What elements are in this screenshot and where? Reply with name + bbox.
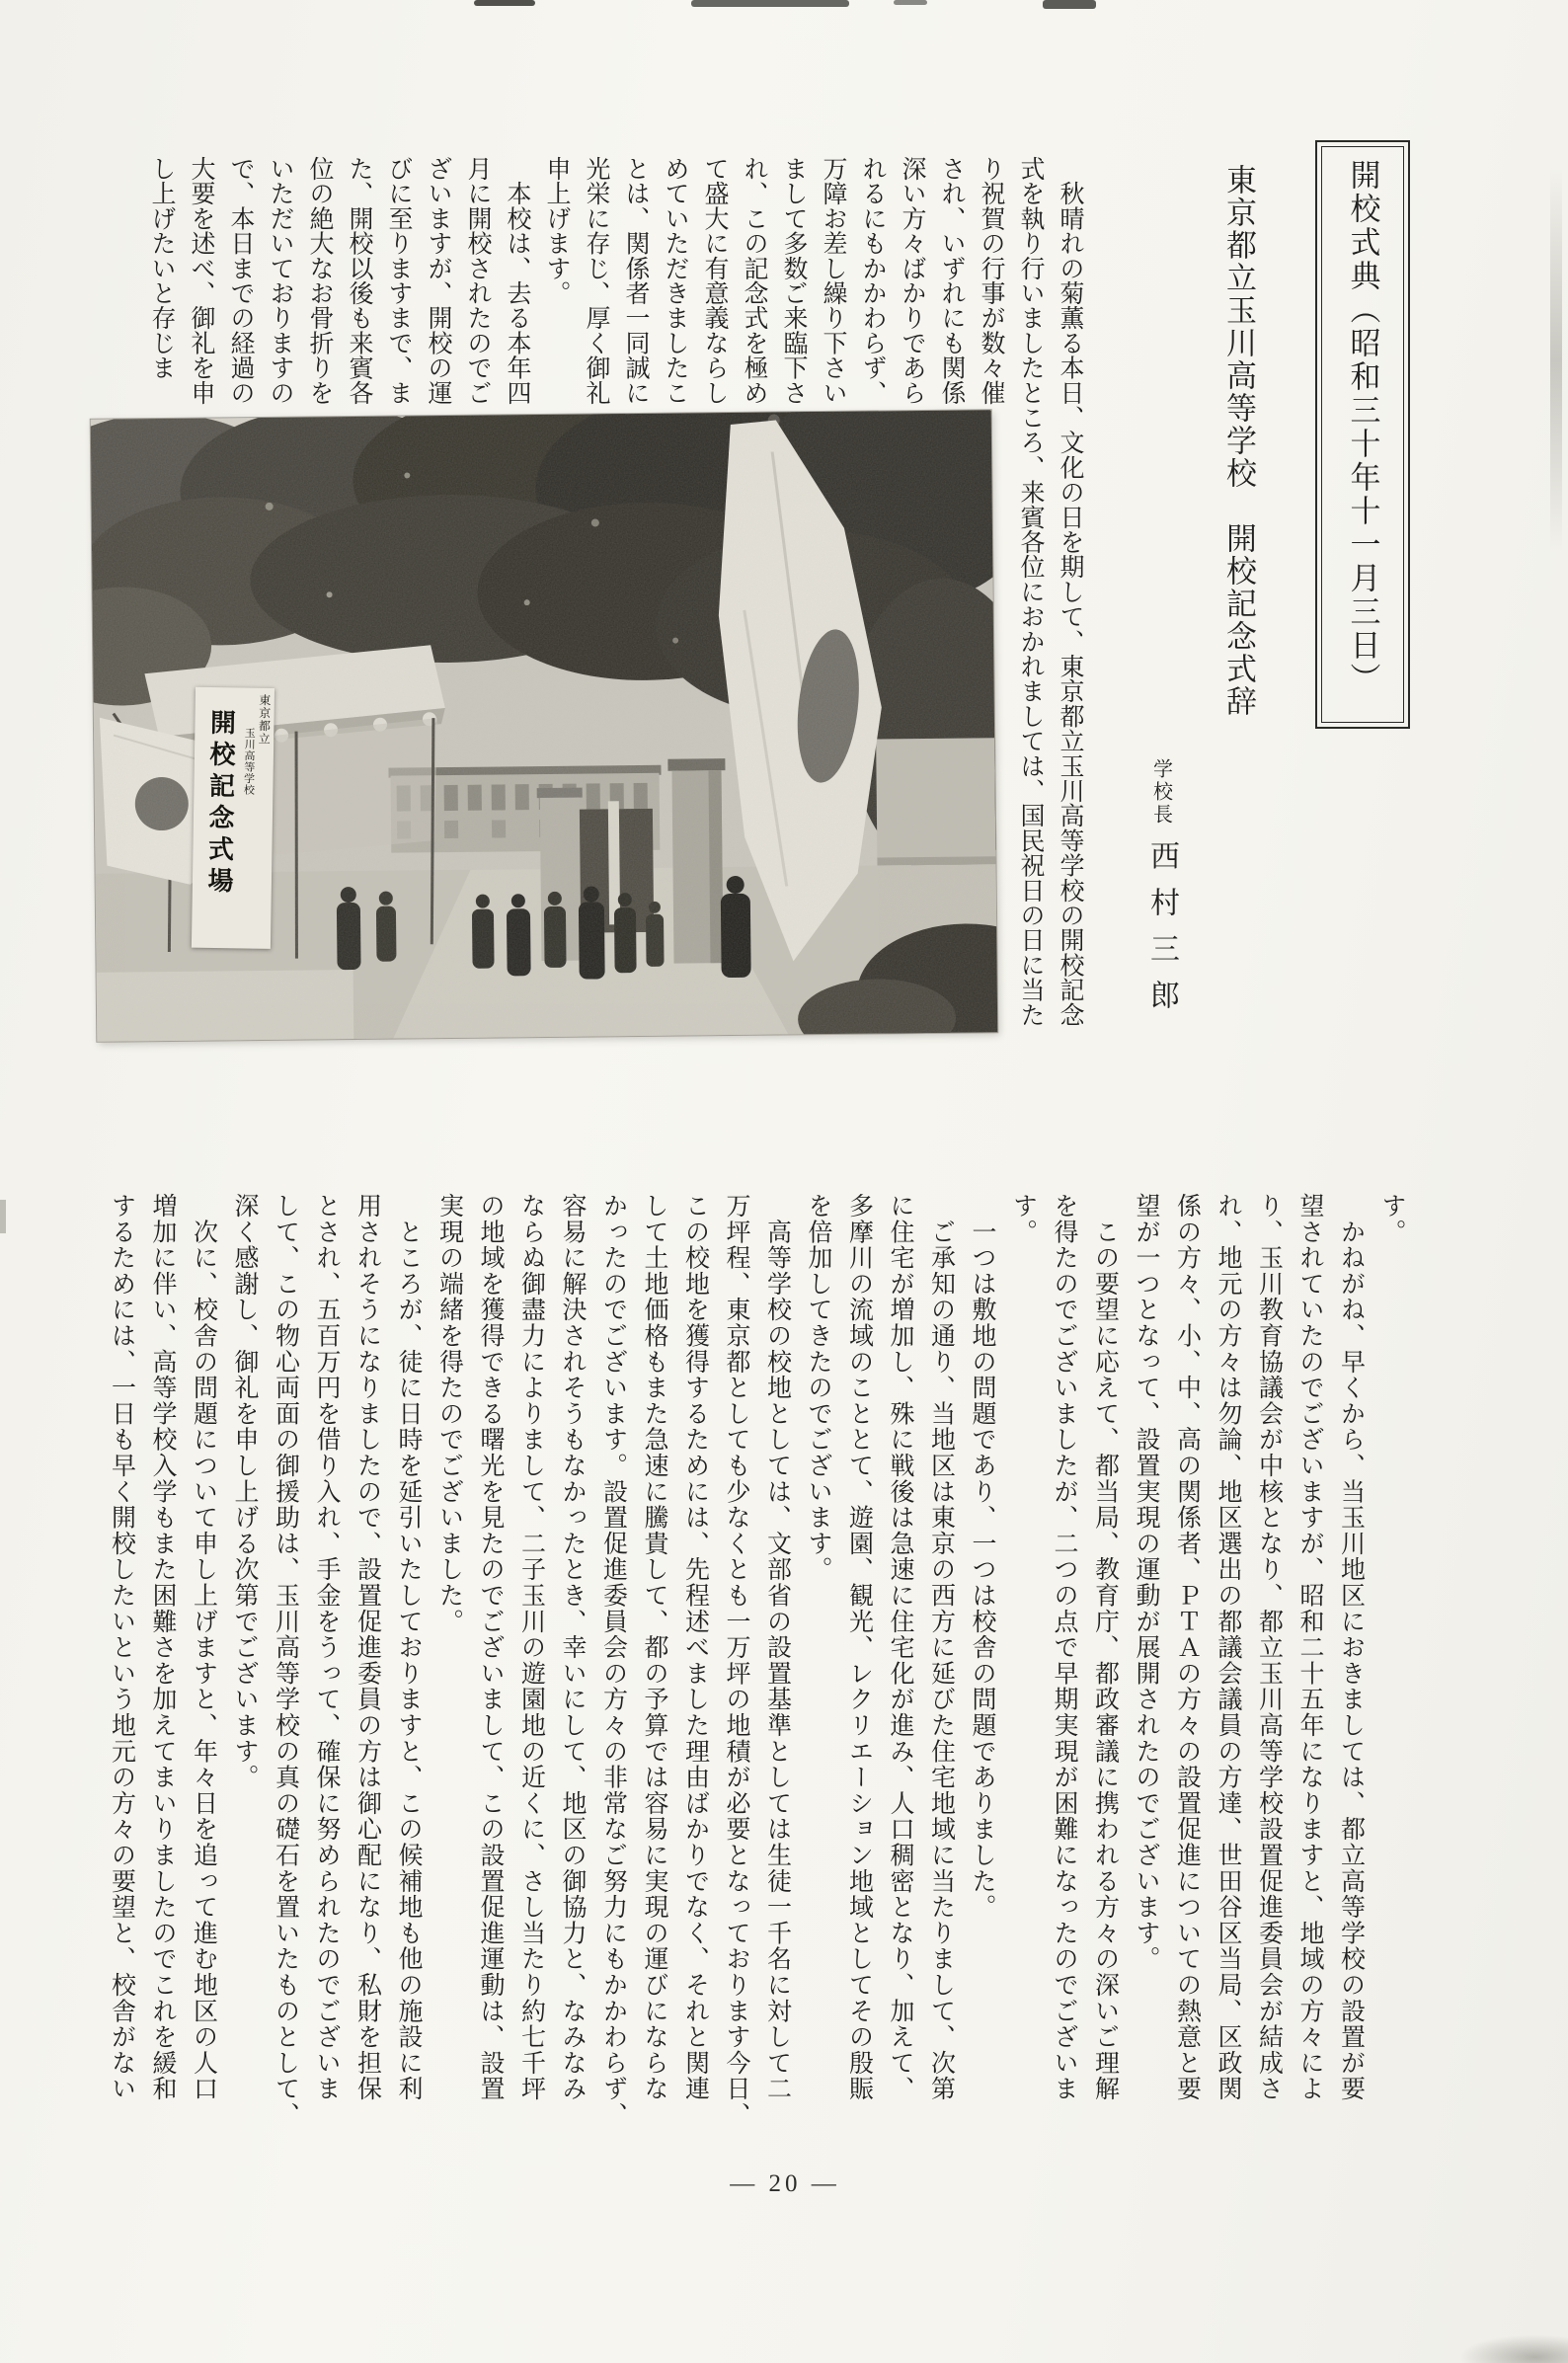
text-column: に住宅が増加し、殊に戦後は急速に住宅化が進み、人口稠密となり、加えて、 bbox=[887, 1193, 913, 2102]
text-column: 多摩川の流域のこととて、遊園、観光、レクリエーション地域としてその殷賑 bbox=[845, 1193, 873, 2102]
body-columns-lower bbox=[101, 1193, 1412, 2141]
text-column: するためには、一日も早く開校したいという地元の方々の要望と、校舎がない bbox=[108, 1193, 135, 2102]
text-column: まして多数ご来臨下さ bbox=[780, 156, 807, 405]
text-column: 万坪程、東京都としても少なくとも一万坪の地積が必要となっております今日、 bbox=[723, 1193, 749, 2128]
sign-small-text: 東京都立 bbox=[257, 693, 272, 746]
text-column: 月に開校されたのでご bbox=[464, 156, 491, 405]
text-column: 係の方々、小、中、高の関係者、ＰＴＡの方々の設置促進についての熱意と要 bbox=[1173, 1193, 1201, 2102]
text-column: ざいますが、開校の運 bbox=[425, 156, 451, 405]
text-column: し上げたいと存じま bbox=[148, 156, 175, 380]
text-column: で、本日までの経過の bbox=[227, 156, 254, 405]
scan-smudge bbox=[1459, 2334, 1568, 2363]
sign-large-text: 開校記念式場 bbox=[203, 708, 236, 900]
scan-smudge bbox=[474, 0, 535, 6]
text-column: を倍加してきたのでございます。 bbox=[805, 1193, 831, 1583]
text-column: た、開校以後も来賓各 bbox=[346, 156, 372, 405]
text-column: 式を執り行いましたところ、来賓各位におかれましては、国民祝日の日に当た bbox=[1017, 156, 1044, 1027]
photo-school-gate-ceremony bbox=[91, 410, 998, 1042]
text-column: す。 bbox=[1009, 1193, 1037, 1245]
scan-smudge bbox=[0, 1200, 6, 1233]
text-column: 望されていたのでございますが、昭和二十五年になりますと、地域の方々によ bbox=[1296, 1193, 1323, 2102]
ceremony-sign-text bbox=[192, 687, 277, 949]
text-column: す。 bbox=[1378, 1193, 1405, 1245]
text-column: 実現の端緒を得たのでございました。 bbox=[435, 1193, 463, 1635]
text-column: して、この物心両面の御援助は、玉川高等学校の真の礎石を置いたものとして、 bbox=[272, 1193, 299, 2128]
text-column: この校地を獲得するためには、先程述べました理由ばかりでなく、それと関連 bbox=[681, 1193, 709, 2102]
sign-small-text: 玉川高等学校 bbox=[242, 727, 256, 796]
text-column: 容易に解決されそうもなかったとき、幸いにして、地区の御協力と、なみなみ bbox=[559, 1193, 586, 2102]
scan-smudge bbox=[894, 0, 927, 5]
text-column: り、玉川教育協議会が中核となり、都立玉川高等学校設置促進委員会が結成さ bbox=[1255, 1193, 1283, 2102]
body-columns-right-of-photo bbox=[1010, 156, 1089, 1060]
author-name: 西村三郎 bbox=[1145, 840, 1178, 1026]
text-column: びに至りますまで、ま bbox=[385, 156, 412, 405]
text-column: 秋晴れの菊薫る本日、文化の日を期して、東京都立玉川高等学校の開校記念 bbox=[1057, 156, 1083, 1027]
text-column: 深く感謝し、御礼を申し上げる次第でございます。 bbox=[231, 1193, 258, 1790]
text-column: この要望に応えて、都当局、教育庁、都政審議に携われる方々の深いご理解 bbox=[1091, 1193, 1119, 2102]
author-block bbox=[1134, 758, 1189, 1026]
text-column: 万障お差し繰り下さい bbox=[820, 156, 846, 405]
text-column: とは、関係者一同誠に bbox=[622, 156, 649, 405]
text-column: れるにもかかわらず、 bbox=[859, 156, 886, 405]
ceremony-sign bbox=[192, 687, 274, 949]
text-column: を得たのでございましたが、二つの点で早期実現が困難になったのでございま bbox=[1051, 1193, 1077, 2102]
text-column: ならぬ御盡力によりまして、二子玉川の遊園地の近くに、さし当たり約七千坪 bbox=[517, 1193, 545, 2102]
speech-heading: 東京都立玉川高等学校 開校記念式辞 bbox=[1221, 164, 1256, 718]
text-column: いただいておりますの bbox=[267, 156, 293, 405]
text-column: めていただきましたこ bbox=[662, 156, 688, 405]
text-column: 光栄に存じ、厚く御礼 bbox=[583, 156, 609, 405]
text-column: 増加に伴い、高等学校入学もまた困難さを加えてまいりましたのでこれを緩和 bbox=[149, 1193, 176, 2102]
text-column: れ、地元の方々は勿論、地区選出の都議会議員の方達、世田谷区当局、区政関 bbox=[1215, 1193, 1241, 2102]
page-number: — 20 — bbox=[730, 2170, 840, 2197]
text-column: され、いずれにも関係 bbox=[938, 156, 965, 405]
text-column: 申上げます。 bbox=[543, 156, 570, 306]
scan-smudge bbox=[691, 0, 849, 7]
text-column: 深い方々ばかりであら bbox=[899, 156, 925, 405]
author-role: 学校長 bbox=[1149, 758, 1172, 827]
text-column: れ、この記念式を極め bbox=[741, 156, 767, 405]
text-column: 望が一つとなって、設置実現の運動が展開されたのでございます。 bbox=[1133, 1193, 1159, 1972]
chapter-title-box bbox=[1315, 140, 1410, 729]
text-column: 次に、校舎の問題について申し上げますと、年々日を追って進む地区の人口 bbox=[190, 1193, 217, 2102]
scan-streak bbox=[1550, 168, 1562, 553]
text-column: り祝賀の行事が数々催 bbox=[978, 156, 1004, 405]
text-column: 用されそうになりましたので、設置促進委員の方は御心配になり、私財を担保 bbox=[353, 1193, 381, 2102]
text-column: 位の絶大なお骨折りを bbox=[306, 156, 333, 405]
text-column: て盛大に有意義ならし bbox=[701, 156, 728, 405]
chapter-title: 開校式典（昭和三十年十一月三日） bbox=[1345, 159, 1380, 696]
text-column: 一つは敷地の問題であり、一つは校舎の問題でありました。 bbox=[969, 1193, 995, 1921]
text-column: ご承知の通り、当地区は東京の西方に延びた住宅地域に当たりまして、次第 bbox=[927, 1193, 955, 2102]
scan-smudge bbox=[1043, 0, 1096, 9]
text-column: の地域を獲得できる曙光を見たのでございまして、この設置促進運動は、設置 bbox=[477, 1193, 504, 2102]
text-column: 本校は、去る本年四 bbox=[504, 156, 530, 405]
text-column: かったのでございます。設置促進委員会の方々の非常なご努力にもかかわらず、 bbox=[599, 1193, 627, 2128]
text-column: 高等学校の校地としては、文部省の設置基準としては生徒一千名に対して二 bbox=[763, 1193, 791, 2102]
chapter-title-inner-frame bbox=[1321, 146, 1404, 723]
text-column: して土地価格もまた急速に騰貴して、都の予算では容易に実現の運びにならな bbox=[641, 1193, 667, 2102]
text-column: とされ、五百万円を借り入れ、手金をうって、確保に努められたのでございま bbox=[313, 1193, 340, 2102]
body-columns-above-photo bbox=[141, 156, 1010, 421]
text-column: ところが、徒に日時を延引いたしておりますと、この候補地も他の施設に利 bbox=[395, 1193, 422, 2102]
text-column: かねがね、早くから、当玉川地区におきましては、都立高等学校の設置が要 bbox=[1337, 1193, 1365, 2102]
text-column: 大要を述べ、御礼を申 bbox=[188, 156, 214, 405]
